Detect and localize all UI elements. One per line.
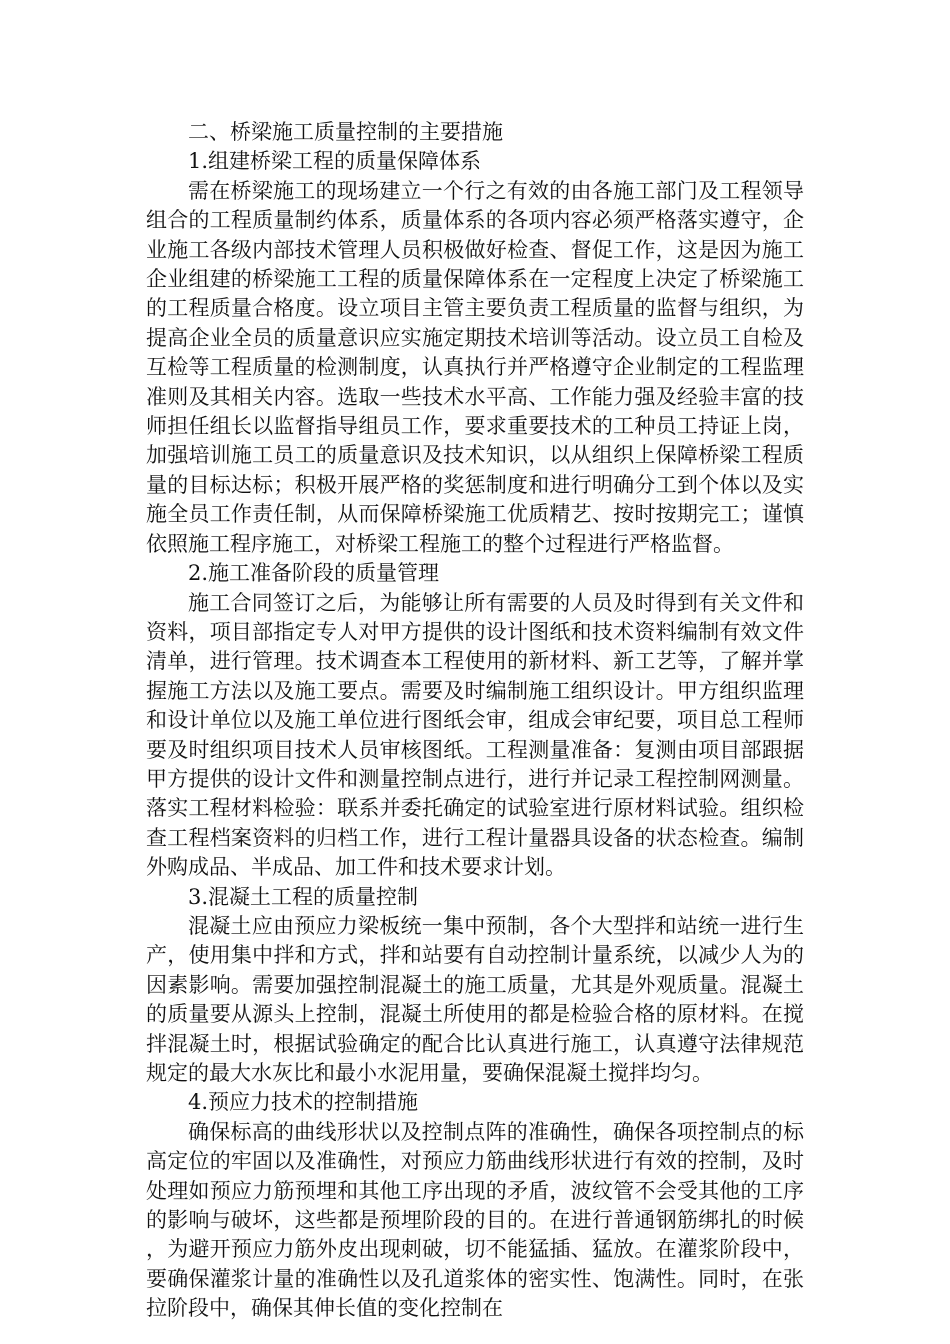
subsection-heading-4: 4.预应力技术的控制措施 [188, 1090, 419, 1115]
subsection-heading-3: 3.混凝土工程的质量控制 [188, 884, 419, 909]
subsection-body-3: 混凝土应由预应力梁板统一集中预制，各个大型拌和站统一进行生产，使用集中拌和方式，拌和站要有自动控制计量系统，以减少人为的因素影响。需要加强控制混凝土的施工质量，尤其是外观质量。混凝土的质量要从源头上控制，混凝土所使用的都是检验合格的原材料。在搅拌混凝土时，根据试验确定的配合比认真进行施工，认真遵守法律规范规定的最大水灰比和最小水泥用量，要确保混凝土搅拌均匀。 [146, 913, 804, 1085]
document-page [146, 118, 804, 1324]
subsection-body-4: 确保标高的曲线形状以及控制点阵的准确性，确保各项控制点的标高定位的牢固以及准确性，对预应力筋曲线形状进行有效的控制，及时处理如预应力筋预埋和其他工序出现的矛盾，波纹管不会受其他的工序的影响与破坏，这些都是预埋阶段的目的。在进行普通钢筋绑扎的时候，为避开预应力筋外皮出现刺破，切不能猛插、猛放。在灌浆阶段中，要确保灌浆计量的准确性以及孔道浆体的密实性、饱满性。同时，在张拉阶段中，确保其伸长值的变化控制在 [146, 1119, 804, 1321]
section-title: 二、桥梁施工质量控制的主要措施 [188, 120, 503, 144]
subsection-heading-1: 1.组建桥梁工程的质量保障体系 [188, 149, 482, 174]
subsection-heading-2: 2.施工准备阶段的质量管理 [188, 561, 440, 586]
subsection-body-2: 施工合同签订之后，为能够让所有需要的人员及时得到有关文件和资料，项目部指定专人对甲方提供的设计图纸和技术资料编制有效文件清单，进行管理。技术调查本工程使用的新材料、新工艺等，了解并掌握施工方法以及施工要点。需要及时编制施工组织设计。甲方组织监理和设计单位以及施工单位进行图纸会审，组成会审纪要，项目总工程师要及时组织项目技术人员审核图纸。工程测量准备：复测由项目部跟据甲方提供的设计文件和测量控制点进行，进行并记录工程控制网测量。落实工程材料检验：联系并委托确定的试验室进行原材料试验。组织检查工程档案资料的归档工作，进行工程计量器具设备的状态检查。编制外购成品、半成品、加工件和技术要求计划。 [146, 590, 804, 880]
subsection-body-1: 需在桥梁施工的现场建立一个行之有效的由各施工部门及工程领导组合的工程质量制约体系，质量体系的各项内容必须严格落实遵守，企业施工各级内部技术管理人员积极做好检查、督促工作，这是因为施工企业组建的桥梁施工工程的质量保障体系在一定程度上决定了桥梁施工的工程质量合格度。设立项目主管主要负责工程质量的监督与组织，为提高企业全员的质量意识应实施定期技术培训等活动。设立员工自检及互检等工程质量的检测制度，认真执行并严格遵守企业制定的工程监理准则及其相关内容。选取一些技术水平高、工作能力强及经验丰富的技师担任组长以监督指导组员工作，要求重要技术的工种员工持证上岗，加强培训施工员工的质量意识及技术知识，以从组织上保障桥梁工程质量的目标达标；积极开展严格的奖惩制度和进行明确分工到个体以及实施全员工作责任制，从而保障桥梁施工优质精艺、按时按期完工；谨慎依照施工程序施工，对桥梁工程施工的整个过程进行严格监督。 [146, 178, 804, 556]
